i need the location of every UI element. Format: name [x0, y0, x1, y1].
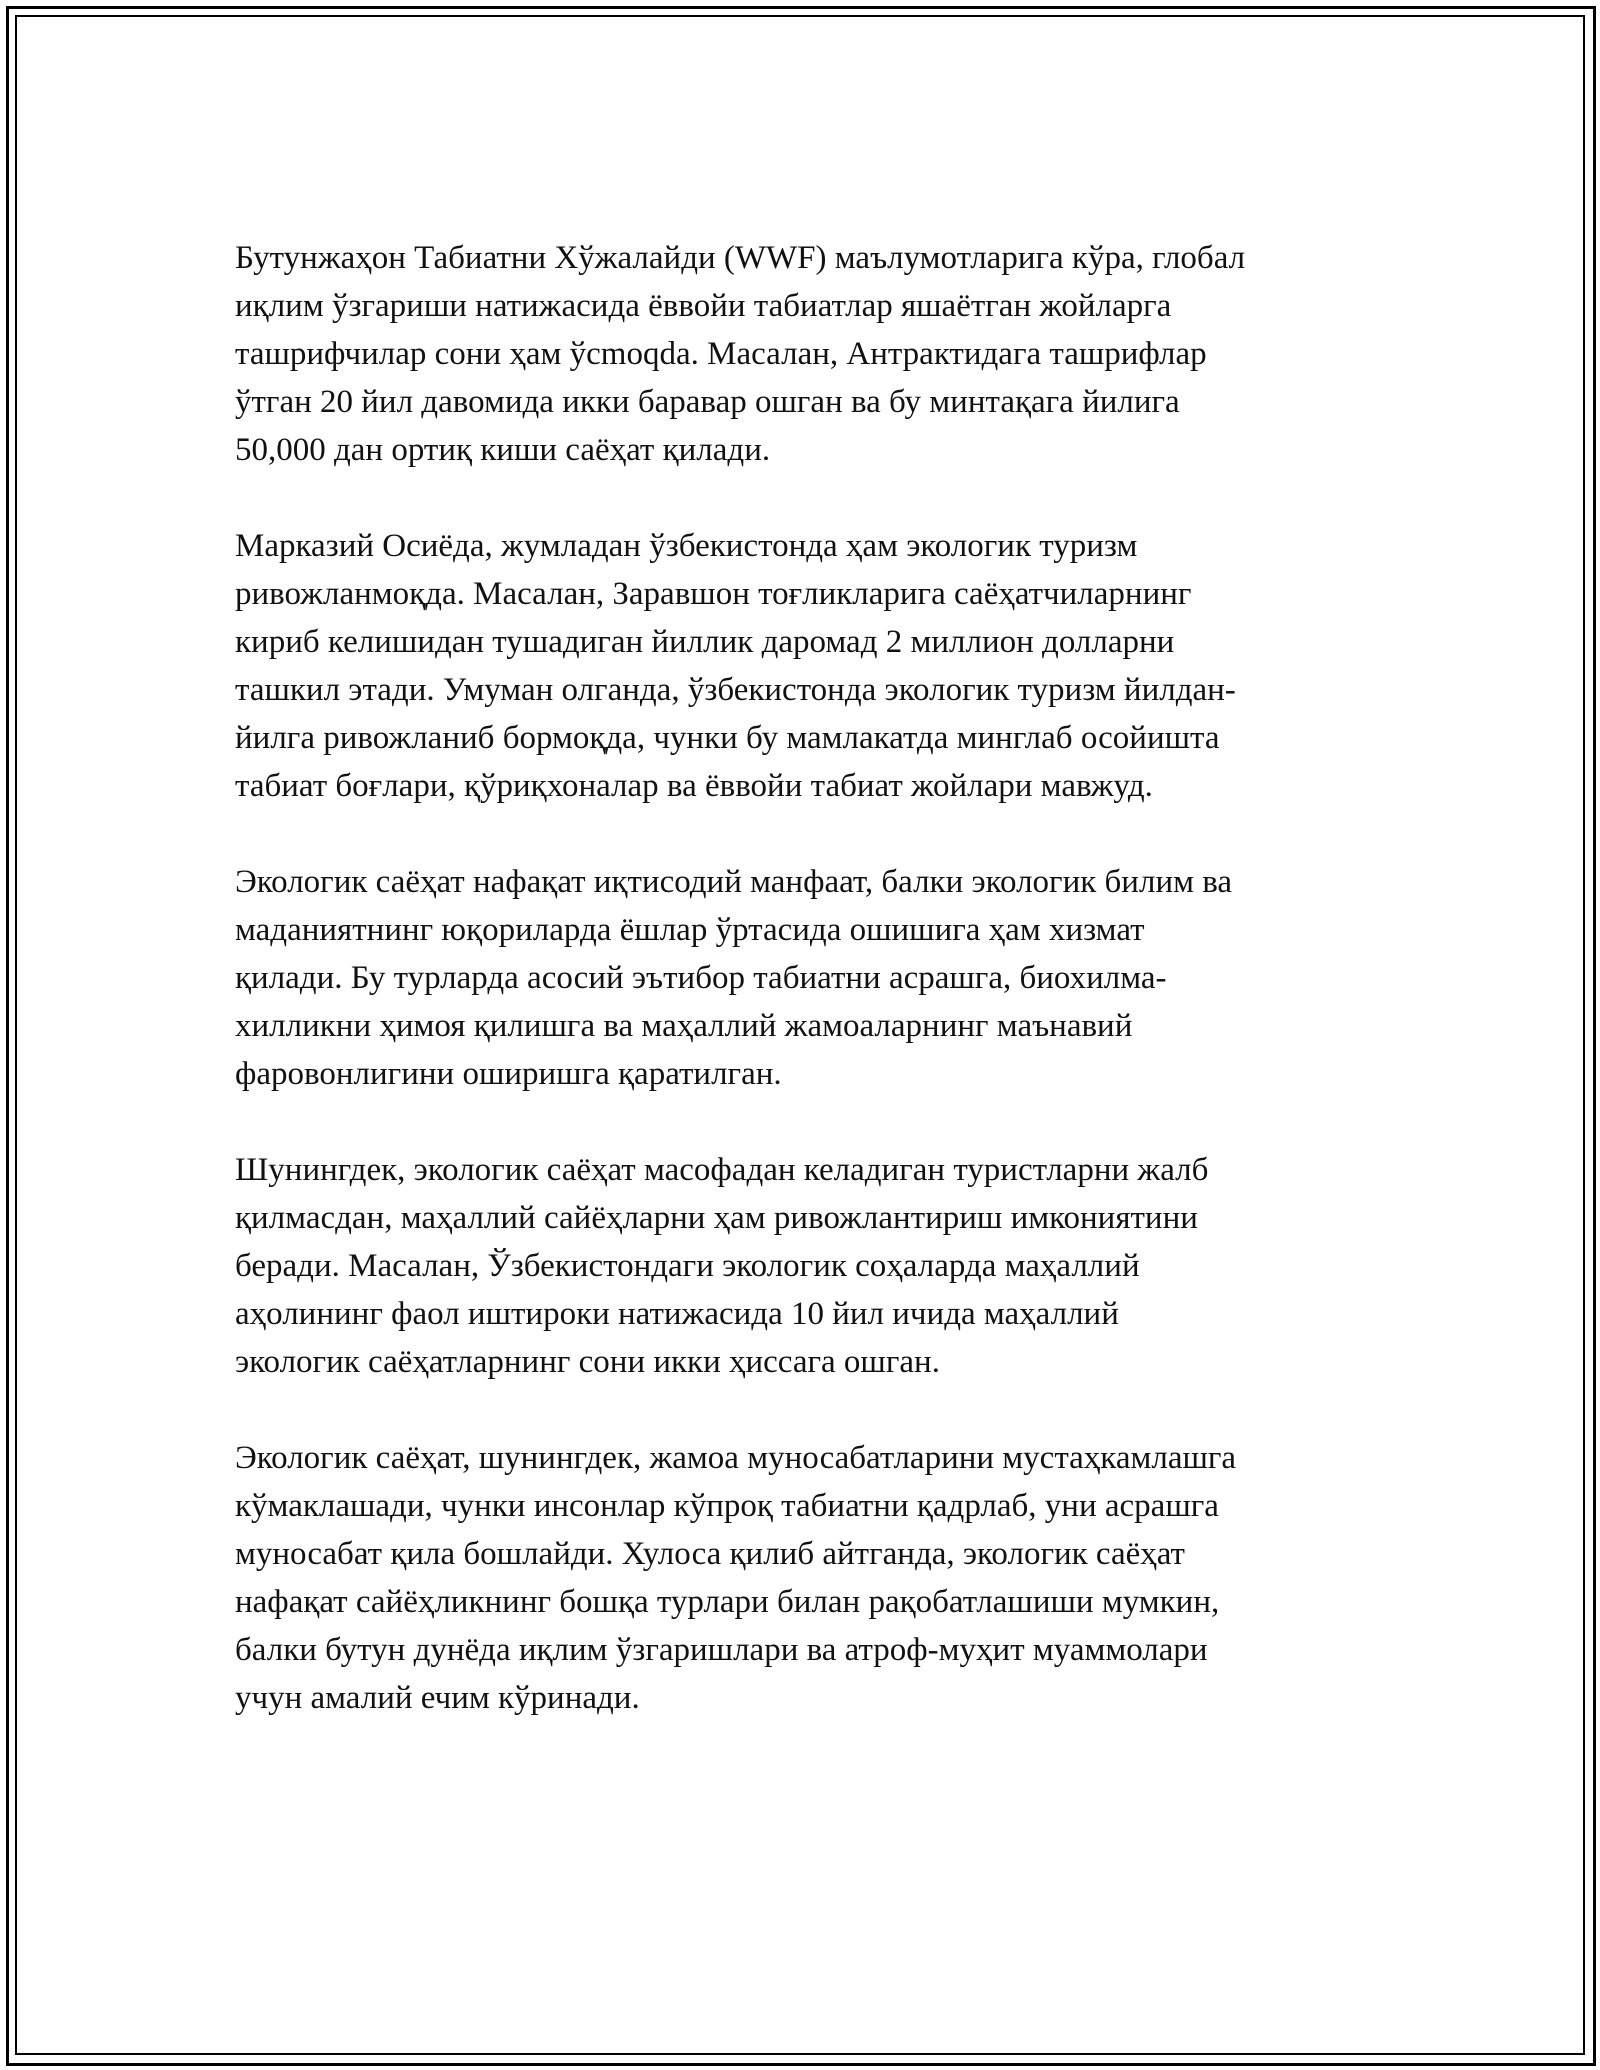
paragraph-5 [235, 1434, 1385, 1722]
text-line: ривожланмоқда. Масалан, Заравшон тоғликларига саёҳатчиларнинг [235, 576, 1192, 612]
text-line: Экологик саёҳат, шунингдек, жамоа муносабатларини мустаҳкамлашга [235, 1440, 1237, 1476]
text-line: нафақат сайёҳликнинг бошқа турлари билан рақобатлашиши мумкин, [235, 1584, 1220, 1620]
text-line: кўмаклашади, чунки инсонлар кўпроқ табиатни қадрлаб, уни асрашга [235, 1488, 1219, 1524]
text-line: экологик саёҳатларнинг сони икки ҳиссага ошган. [235, 1344, 940, 1380]
document-body [235, 234, 1385, 1770]
text-line: хилликни ҳимоя қилишга ва маҳаллий жамоаларнинг маънавий [235, 1008, 1133, 1044]
text-line: Марказий Осиёда, жумладан ўзбекистонда ҳам экологик туризм [235, 528, 1138, 564]
text-line: кириб келишидан тушадиган йиллик даромад 2 миллион долларни [235, 624, 1175, 660]
text-line: ўтган 20 йил давомида икки баравар ошган ва бу минтақага йилига [235, 384, 1180, 420]
paragraph-3 [235, 858, 1385, 1098]
paragraph-4 [235, 1146, 1385, 1386]
text-line: ташрифчилар сони ҳам ўсmoqda. Масалан, Антрактидага ташрифлар [235, 336, 1207, 372]
text-line: Экологик саёҳат нафақат иқтисодий манфаат, балки экологик билим ва [235, 864, 1233, 900]
paragraph-1 [235, 234, 1385, 474]
text-line: 50,000 дан ортиқ киши саёҳат қилади. [235, 432, 771, 468]
text-line: балки бутун дунёда иқлим ўзгаришлари ва атроф-муҳит муаммолари [235, 1632, 1208, 1668]
text-line: учун амалий ечим кўринади. [235, 1680, 640, 1716]
text-line: иқлим ўзгариши натижасида ёввойи табиатлар яшаётган жойларга [235, 288, 1172, 324]
text-line: ташкил этади. Умуман олганда, ўзбекистонда экологик туризм йилдан- [235, 672, 1236, 708]
text-line: Шунингдек, экологик саёҳат масофадан келадиган туристларни жалб [235, 1152, 1209, 1188]
text-line: қилади. Бу турларда асосий эътибор табиатни асрашга, биохилма- [235, 960, 1167, 996]
text-line: аҳолининг фаол иштироки натижасида 10 йил ичида маҳаллий [235, 1296, 1119, 1332]
text-line: йилга ривожланиб бормоқда, чунки бу мамлакатда минглаб осойишта [235, 720, 1220, 756]
text-line: Бутунжаҳон Табиатни Хўжалайди (WWF) маълумотларига кўра, глобал [235, 240, 1246, 276]
text-line: беради. Масалан, Ўзбекистондаги экологик соҳаларда маҳаллий [235, 1248, 1140, 1284]
text-line: фаровонлигини оширишга қаратилган. [235, 1056, 782, 1092]
text-line: қилмасдан, маҳаллий сайёҳларни ҳам ривожлантириш имкониятини [235, 1200, 1198, 1236]
paragraph-2 [235, 522, 1385, 810]
text-line: табиат боғлари, қўриқхоналар ва ёввойи табиат жойлари мавжуд. [235, 768, 1153, 804]
text-line: маданиятнинг юқориларда ёшлар ўртасида ошишига ҳам хизмат [235, 912, 1145, 948]
text-line: муносабат қила бошлайди. Хулоса қилиб айтганда, экологик саёҳат [235, 1536, 1185, 1572]
